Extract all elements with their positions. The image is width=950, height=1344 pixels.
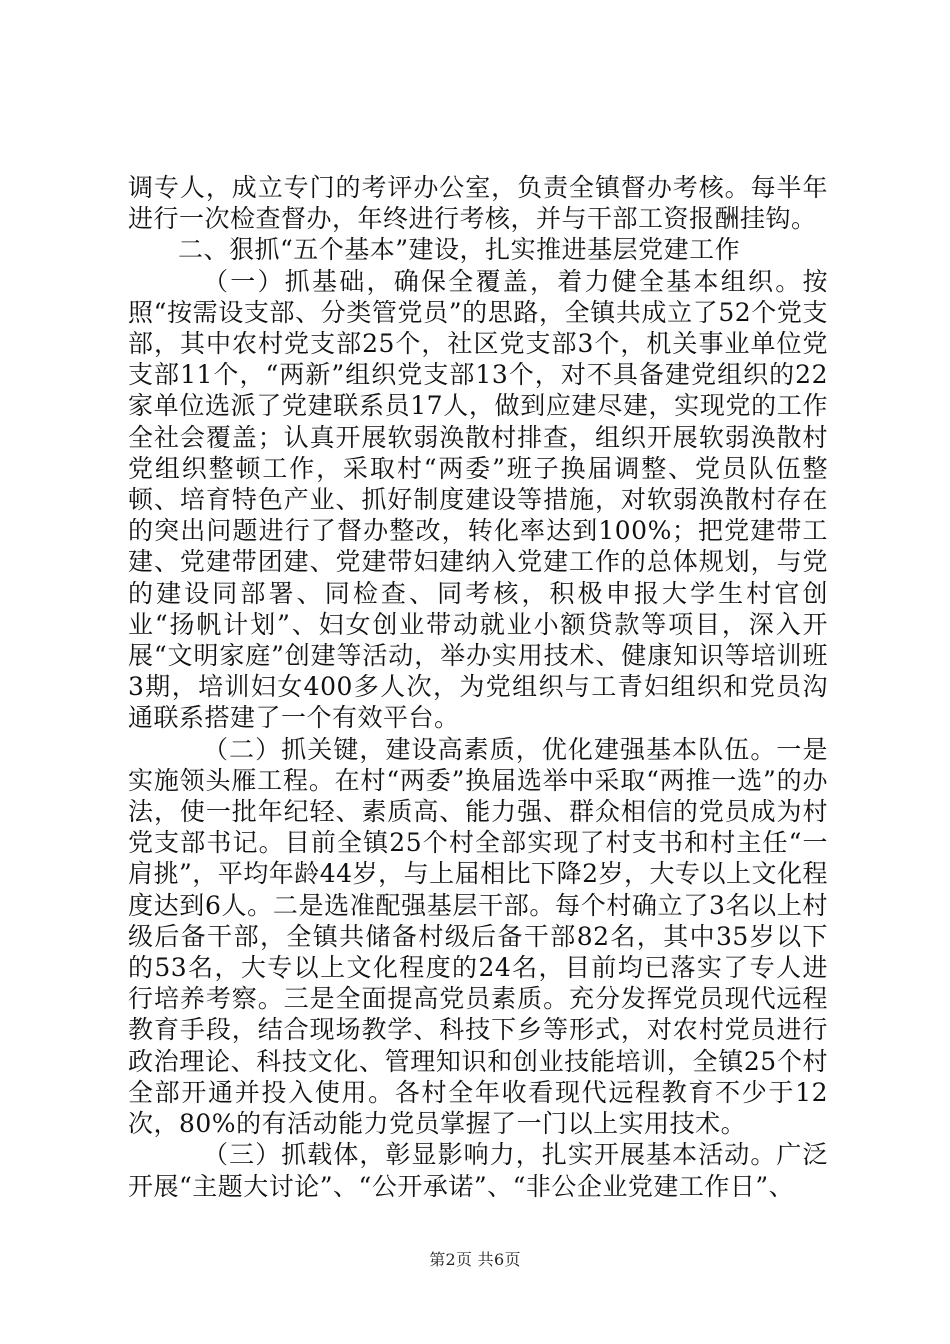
document-body [128,172,828,1202]
page-footer: 第2页 共6页 [429,1250,521,1269]
paragraph-basic-team: （二）抓关键，建设高素质，优化建强基本队伍。一是实施领头雁工程。在村“两委”换届选举中采取“两推一选”的办法，使一批年纪轻、素质高、能力强、群众相信的党员成为村党支部书记。目前全镇25个村全部实现了村支书和村主任“一肩挑”，平均年龄44岁，与上届相比下降2岁，大专以上文化程度达到6人。二是选准配强基层干部。每个村确立了3名以上村级后备干部，全镇共储备村级后备干部82名，其中35岁以下的53名，大专以上文化程度的24名，目前均已落实了专人进行培养考察。三是全面提高党员素质。充分发挥党员现代远程教育手段，结合现场教学、科技下乡等形式，对农村党员进行政治理论、科技文化、管理知识和创业技能培训，全镇25个村全部开通并投入使用。各村全年收看现代远程教育不少于12次，80%的有活动能力党员掌握了一门以上实用技术。 [128,734,829,1139]
paragraph-basic-activities: （三）抓载体，彰显影响力，扎实开展基本活动。广泛开展“主题大讨论”、“公开承诺”、“非公企业党建工作日”、 [128,1140,828,1201]
paragraph-basic-organization: （一）抓基础，确保全覆盖，着力健全基本组织。按照“按需设支部、分类管党员”的思路，全镇共成立了52个党支部，其中农村党支部25个，社区党支部3个，机关事业单位党支部11个，“两新”组织党支部13个，对不具备建党组织的22家单位选派了党建联系员17人，做到应建尽建，实现党的工作全社会覆盖；认真开展软弱涣散村排查，组织开展软弱涣散村党组织整顿工作，采取村“两委”班子换届调整、党员队伍整顿、培育特色产业、抓好制度建设等措施，对软弱涣散村存在的突出问题进行了督办整改，转化率达到100%；把党建带工建、党建带团建、党建带妇建纳入党建工作的总体规划，与党的建设同部署、同检查、同考核，积极申报大学生村官创业“扬帆计划”、妇女创业带动就业小额贷款等项目，深入开展“文明家庭”创建等活动，举办实用技术、健康知识等培训班3期，培训妇女400多人次，为党组织与工青妇组织和党员沟通联系搭建了一个有效平台。 [128,266,828,733]
section-heading: 二、狠抓“五个基本”建设，扎实推进基层党建工作 [178,235,741,265]
paragraph-continuation: 调专人，成立专门的考评办公室，负责全镇督办考核。每半年进行一次检查督办，年终进行考核，并与干部工资报酬挂钩。 [128,173,828,234]
